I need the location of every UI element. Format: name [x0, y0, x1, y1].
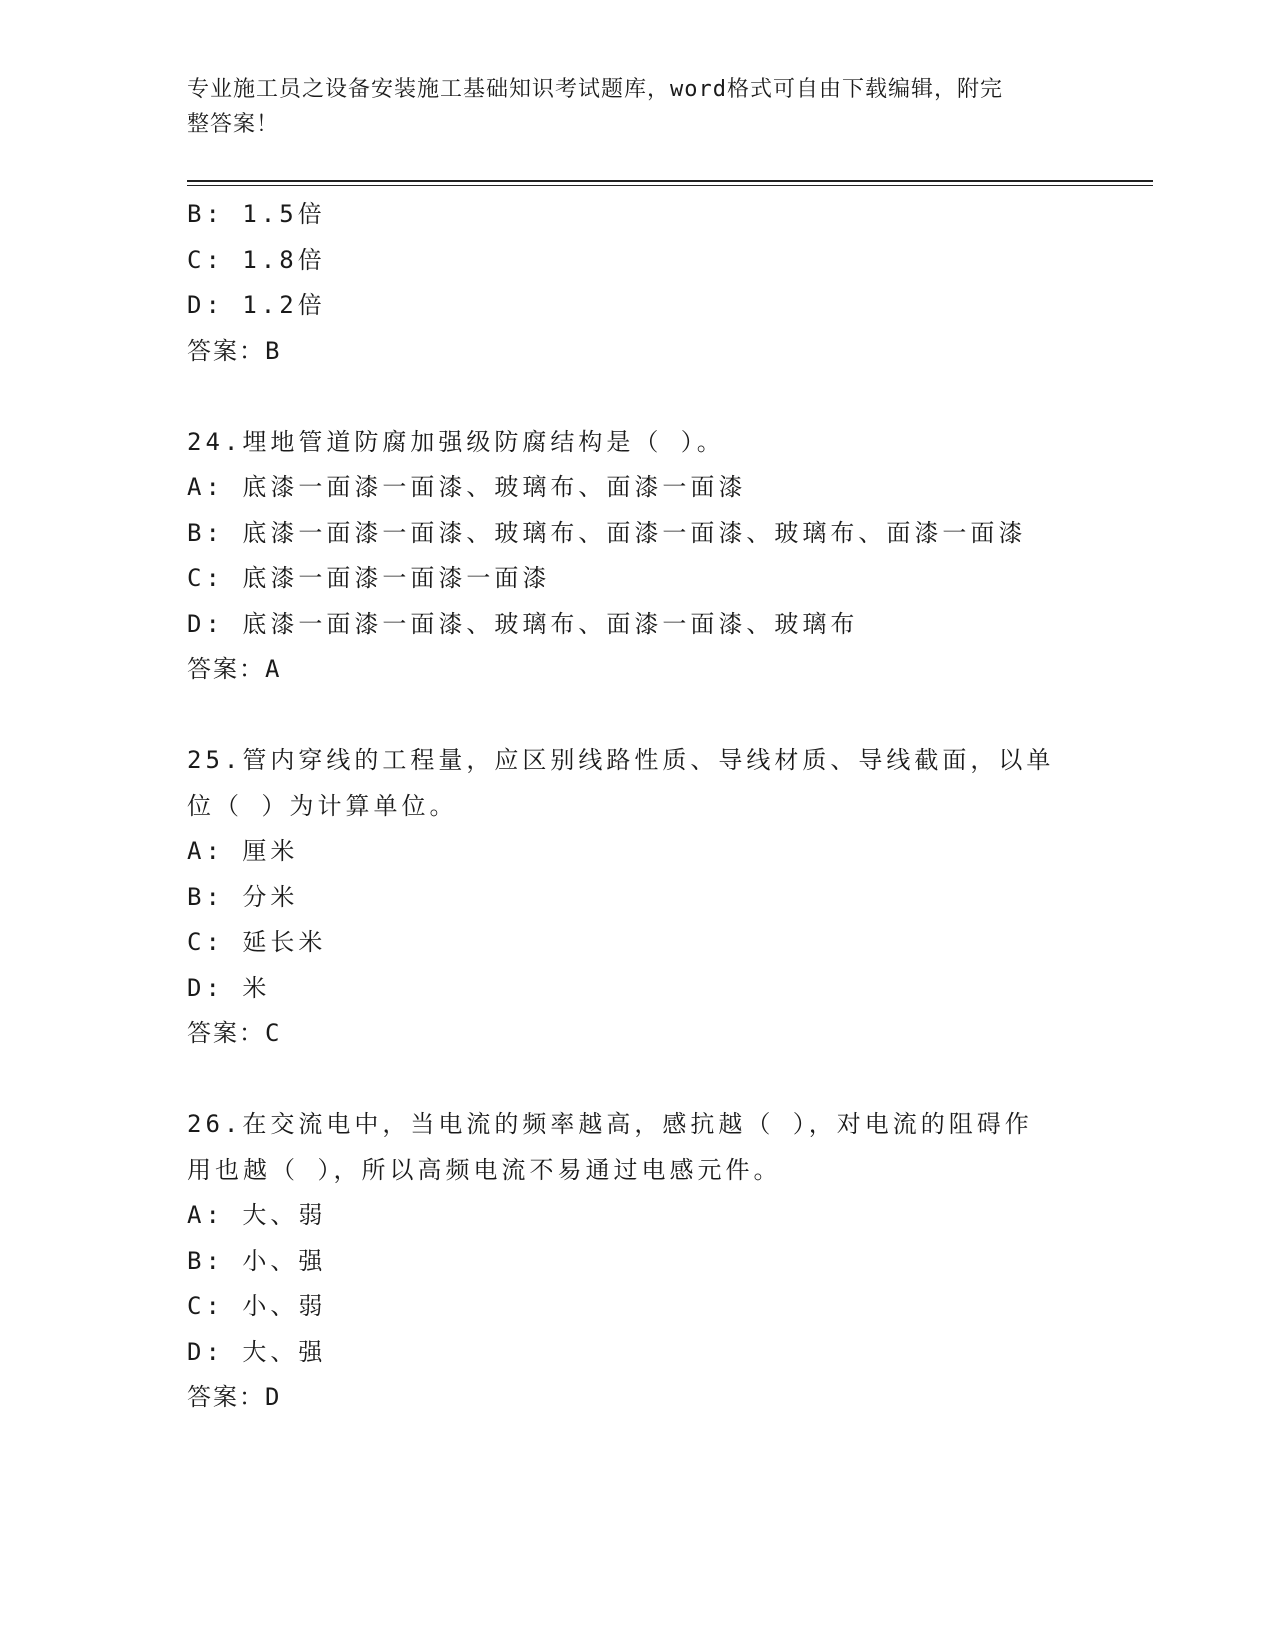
previous-question-tail: [187, 192, 1087, 374]
question-text-continued: 位（ ）为计算单位。: [187, 791, 458, 820]
option-d: D: 底漆一面漆一面漆、玻璃布、面漆一面漆、玻璃布: [187, 609, 859, 638]
answer-line: 答案：B: [187, 336, 282, 365]
document-header: [187, 72, 1087, 142]
option-c: C: 延长米: [187, 928, 327, 956]
option-b: B: 底漆一面漆一面漆、玻璃布、面漆一面漆、玻璃布、面漆一面漆: [187, 518, 1027, 547]
question-25: [187, 738, 1087, 1057]
question-content: [187, 192, 1087, 1421]
question-text: 24.埋地管道防腐加强级防腐结构是（ ）。: [187, 427, 725, 456]
option-c: C: 1.8倍: [187, 245, 326, 274]
question-text-continued: 用也越（ ），所以高频电流不易通过电感元件。: [187, 1155, 782, 1184]
option-c: C: 底漆一面漆一面漆一面漆: [187, 564, 551, 592]
answer-line: 答案：D: [187, 1383, 282, 1411]
option-a: A: 厘米: [187, 837, 299, 865]
header-divider-thin: [187, 185, 1153, 186]
option-d: D: 大、强: [187, 1337, 327, 1366]
question-24: [187, 420, 1087, 693]
option-b: B: 1.5倍: [187, 200, 326, 228]
answer-line: 答案：A: [187, 655, 282, 683]
header-divider-thick: [187, 180, 1153, 182]
option-d: D: 1.2倍: [187, 291, 326, 319]
question-text: 26.在交流电中，当电流的频率越高，感抗越（ ），对电流的阻碍作: [187, 1110, 1033, 1138]
question-26: [187, 1102, 1087, 1421]
option-b: B: 分米: [187, 882, 299, 911]
option-a: A: 底漆一面漆一面漆、玻璃布、面漆一面漆: [187, 473, 747, 501]
question-text: 25.管内穿线的工程量，应区别线路性质、导线材质、导线截面，以单: [187, 746, 1055, 774]
header-line-2: 整答案！: [187, 112, 280, 137]
spacer: [187, 374, 1087, 420]
spacer: [187, 693, 1087, 739]
spacer: [187, 1057, 1087, 1103]
answer-line: 答案：C: [187, 1019, 282, 1047]
option-a: A: 大、弱: [187, 1201, 327, 1229]
option-d: D: 米: [187, 973, 271, 1002]
option-c: C: 小、弱: [187, 1292, 327, 1320]
header-line-1: 专业施工员之设备安装施工基础知识考试题库，word格式可自由下载编辑，附完: [187, 77, 1003, 102]
option-b: B: 小、强: [187, 1246, 327, 1275]
